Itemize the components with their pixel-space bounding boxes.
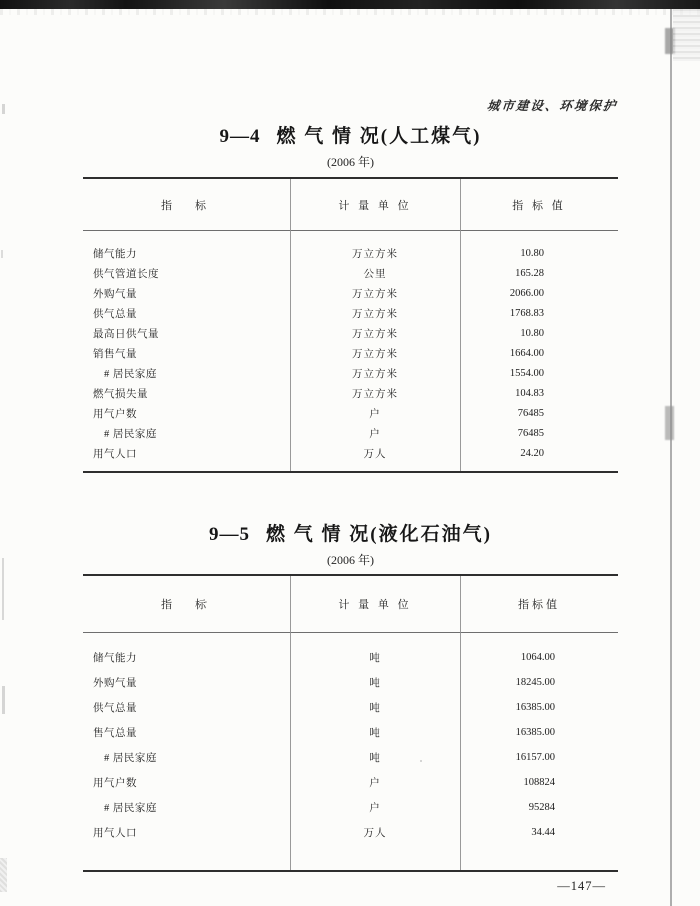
row-value: 18245.00 <box>515 677 555 688</box>
row-indicator-label: 供气管道长度 <box>93 268 159 280</box>
row-unit: 万立方米 <box>352 348 398 360</box>
row-indicator-label: 供气总量 <box>93 308 137 320</box>
running-head: 城市建设、环境保护 <box>486 99 619 113</box>
row-value: 16385.00 <box>515 702 555 713</box>
table1-number: 9—4 <box>219 126 261 147</box>
row-value: 2066.00 <box>509 287 544 299</box>
row-indicator-label: 燃气损失量 <box>93 388 148 400</box>
scan-smudge <box>665 406 674 440</box>
row-unit: 户 <box>369 428 381 440</box>
row-value: 1664.00 <box>509 347 544 359</box>
gas-table-artificial-coal-gas <box>83 177 618 473</box>
scan-speck <box>2 558 4 620</box>
scan-speck <box>2 686 5 714</box>
table1-header-row <box>83 179 618 231</box>
table-row <box>83 443 618 463</box>
table-row <box>83 795 618 820</box>
row-unit: 户 <box>369 778 381 789</box>
row-unit: 吨 <box>369 753 381 764</box>
row-indicator-label: # 居民家庭 <box>104 803 157 814</box>
row-indicator-label: 储气能力 <box>93 248 137 260</box>
row-indicator-label: 供气总量 <box>93 703 137 714</box>
row-unit: 户 <box>369 408 381 420</box>
column-divider <box>290 179 291 471</box>
table-row <box>83 645 618 670</box>
table2-subtitle: (2006 年) <box>327 553 374 567</box>
row-unit: 万人 <box>363 448 387 460</box>
table-row <box>83 383 618 403</box>
column-divider <box>460 179 461 471</box>
table-row <box>83 820 618 845</box>
row-indicator-label: 销售气量 <box>93 348 137 360</box>
table2-title-text: 燃 气 情 况(液化石油气) <box>266 524 492 545</box>
scan-speck <box>0 858 7 892</box>
table-row <box>83 403 618 423</box>
column-header-unit: 计 量 单 位 <box>338 199 412 212</box>
row-value: 1768.83 <box>509 307 544 319</box>
row-value: 76485 <box>517 427 544 439</box>
table-row <box>83 363 618 383</box>
table-row <box>83 283 618 303</box>
table2-title <box>83 522 618 548</box>
row-value: 10.80 <box>520 247 544 259</box>
table-row <box>83 343 618 363</box>
row-unit: 户 <box>369 803 381 814</box>
table1-title <box>83 124 618 150</box>
table-row <box>83 695 618 720</box>
gas-table-liquefied-petroleum-gas <box>83 574 618 872</box>
table2-header-row <box>83 576 618 633</box>
row-indicator-label: 用气人口 <box>93 828 137 839</box>
row-unit: 吨 <box>369 678 381 689</box>
table-row <box>83 423 618 443</box>
row-unit: 万立方米 <box>352 288 398 300</box>
row-value: 24.20 <box>520 447 544 459</box>
row-indicator-label: 用气户数 <box>93 778 137 789</box>
row-indicator-label: # 居民家庭 <box>104 753 157 764</box>
row-unit: 吨 <box>369 728 381 739</box>
row-unit: 万立方米 <box>352 308 398 320</box>
row-unit: 万人 <box>363 828 387 839</box>
table-row <box>83 323 618 343</box>
row-indicator-label: # 居民家庭 <box>104 368 157 380</box>
row-indicator-label: 最高日供气量 <box>93 328 159 340</box>
row-unit: 吨 <box>369 653 381 664</box>
table-row <box>83 263 618 283</box>
scan-speck <box>2 104 5 114</box>
row-value: 16157.00 <box>515 752 555 763</box>
row-value: 76485 <box>517 407 544 419</box>
row-indicator-label: 用气人口 <box>93 448 137 460</box>
row-indicator-label: 售气总量 <box>93 728 137 739</box>
row-value: 108824 <box>523 777 555 788</box>
row-unit: 吨 <box>369 703 381 714</box>
row-unit: 万立方米 <box>352 328 398 340</box>
table-row <box>83 243 618 263</box>
column-header-indicator: 指 标 <box>161 599 212 611</box>
table2-number: 9—5 <box>209 524 251 545</box>
row-value: 16385.00 <box>515 727 555 738</box>
scan-smudge <box>673 9 700 61</box>
page-content <box>83 0 618 906</box>
table-row <box>83 303 618 323</box>
column-divider <box>460 576 461 870</box>
row-unit: 万立方米 <box>352 248 398 260</box>
table1-title-text: 燃 气 情 况(人工煤气) <box>276 126 482 147</box>
table-row <box>83 720 618 745</box>
row-value: 95284 <box>528 802 555 813</box>
row-value: 104.83 <box>515 387 544 399</box>
column-header-indicator: 指 标 <box>161 199 212 212</box>
row-unit: 万立方米 <box>352 388 398 400</box>
row-indicator-label: # 居民家庭 <box>104 428 157 440</box>
table-row <box>83 770 618 795</box>
row-value: 1554.00 <box>509 367 544 379</box>
table1-subtitle: (2006 年) <box>327 155 374 169</box>
scan-edge-right-line <box>670 9 672 906</box>
table2-body <box>83 633 618 845</box>
row-unit: 公里 <box>363 268 387 280</box>
table-row <box>83 670 618 695</box>
column-header-value: 指 标 值 <box>512 199 566 212</box>
column-header-unit: 计 量 单 位 <box>338 599 412 611</box>
scan-speck <box>1 250 3 258</box>
column-header-value: 指标值 <box>518 599 560 611</box>
row-indicator-label: 外购气量 <box>93 678 137 689</box>
row-value: 34.44 <box>531 827 555 838</box>
row-value: 10.80 <box>520 327 544 339</box>
table1-body <box>83 231 618 463</box>
row-unit: 万立方米 <box>352 368 398 380</box>
row-value: 1064.00 <box>520 652 555 663</box>
row-value: 165.28 <box>515 267 544 279</box>
row-indicator-label: 储气能力 <box>93 653 137 664</box>
table-row <box>83 745 618 770</box>
row-indicator-label: 用气户数 <box>93 408 137 420</box>
row-indicator-label: 外购气量 <box>93 288 137 300</box>
page-number: —147— <box>557 879 606 893</box>
column-divider <box>290 576 291 870</box>
